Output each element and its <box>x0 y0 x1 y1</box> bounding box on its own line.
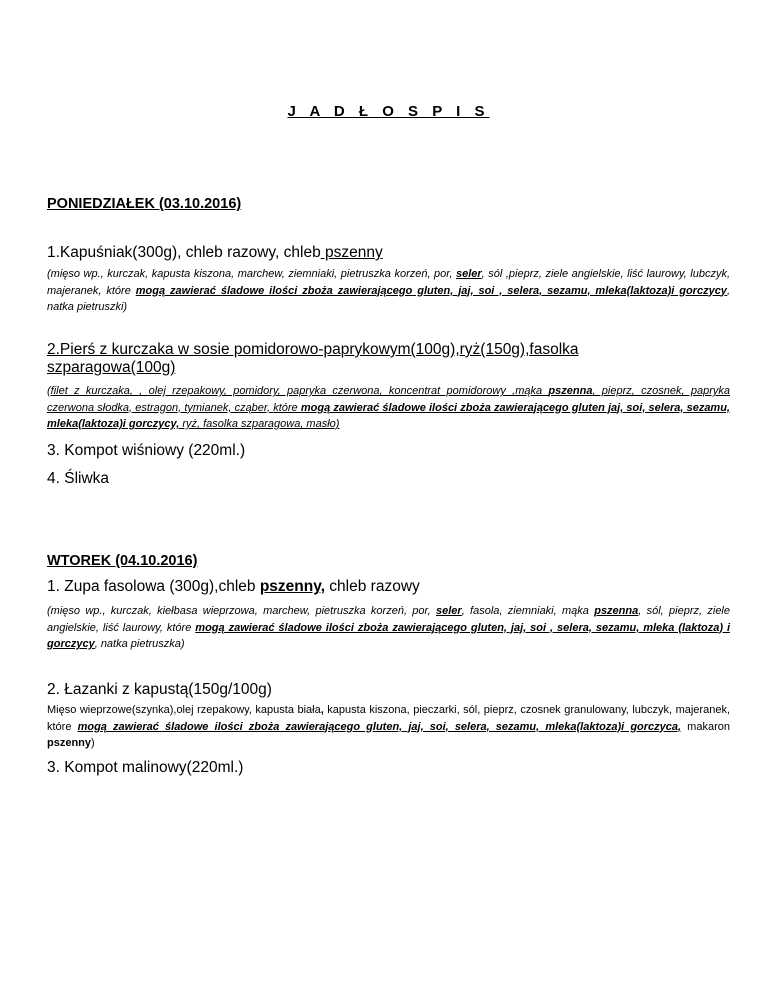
allergen-text: pszenna <box>594 605 639 617</box>
ingredients-text: , natka pietruszki) <box>47 284 730 313</box>
dish-name: 1. Zupa fasolowa (300g),chleb <box>47 578 260 595</box>
ingredients-text: które <box>273 401 301 414</box>
dish-name: chleb razowy <box>325 578 420 595</box>
dish-tuesday-3: 3. Kompot malinowy(220ml.) <box>47 759 244 776</box>
ingredients-text: (mięso wp., kurczak, kapusta kiszona, marchew, ziemniaki, pietruszka korzeń, por, <box>47 268 456 280</box>
dish-name-underlined: pszenny <box>320 244 383 261</box>
ingredients-text: kapusta kiszona, pieczarki, sól, pieprz, czosnek granulowany, lubczyk, majeranek, które <box>47 704 730 733</box>
ingredients-text: makaron <box>681 720 730 733</box>
ingredients-text: , <box>320 704 324 716</box>
allergen-warning: mogą zawierać śladowe ilości zboża zawierającego gluten, jaj, soi , selera, sezamu, mleka(laktoza)i gorczycy <box>135 284 727 297</box>
allergen-warning: mogą zawierać śladowe ilości zboża zawierającego gluten, jaj, soi, selera, sezamu, mleka(laktoza)i gorczyca, <box>77 720 682 733</box>
allergen-text: seler <box>455 268 482 280</box>
ingredients-text: , pieprz, czosnek, papryka czerwona słodka, estragon, tymianek, cząber, <box>47 385 730 414</box>
ingredients-tuesday-1 <box>47 603 730 653</box>
allergen-warning: mogą zawierać śladowe ilości zboża zawierającego gluten, jaj, soi , selera, sezamu, mleka (laktoza) i gorczycy <box>47 621 730 650</box>
ingredients-tuesday-2 <box>47 702 730 752</box>
dish-tuesday-2: 2. Łazanki z kapustą(150g/100g) <box>47 681 272 698</box>
ingredients-monday-2 <box>47 383 730 433</box>
allergen-text: pszenna <box>548 385 593 397</box>
page-title: J A D Ł O S P I S <box>287 103 490 120</box>
ingredients-text: , fasola, ziemniaki, mąka <box>461 605 595 617</box>
ingredients-text: ryż, fasolka szparagowa, masło) <box>179 418 340 430</box>
allergen-text: pszenny <box>47 737 92 749</box>
dish-monday-1 <box>47 244 383 262</box>
ingredients-text: (mięso wp., kurczak, kiełbasa wieprzowa, marchew, pietruszka korzeń, por, <box>47 605 436 617</box>
day-heading-tuesday: WTOREK (04.10.2016) <box>47 553 198 569</box>
dish-monday-4: 4. Śliwka <box>47 470 110 487</box>
dish-name: 1.Kapuśniak(300g), chleb razowy, chleb <box>47 244 321 261</box>
day-heading-monday: PONIEDZIAŁEK (03.10.2016) <box>47 196 242 212</box>
ingredients-text: ) <box>91 737 95 749</box>
dish-monday-3: 3. Kompot wiśniowy (220ml.) <box>47 442 246 459</box>
dish-monday-2: 2.Pierś z kurczaka w sosie pomidorowo-paprykowym(100g),ryż(150g),fasolka szparagowa(100g) <box>47 341 579 376</box>
ingredients-text: , sól, pieprz, ziele angielskie, liść laurowy, które <box>47 605 730 634</box>
dish-tuesday-1 <box>47 578 420 596</box>
ingredients-text: Mięso wieprzowe(szynka),olej rzepakowy, kapusta biała <box>47 704 321 716</box>
ingredients-monday-1 <box>47 266 730 316</box>
ingredients-text: , natka pietruszka) <box>94 638 185 650</box>
ingredients-text: (filet z kurczaka, , olej rzepakowy, pomidory, papryka czerwona, koncentrat pomidorowy ,mąka <box>47 385 549 397</box>
ingredients-text: , sól ,pieprz, ziele angielskie, liść laurowy, lubczyk, majeranek, które <box>47 268 730 297</box>
dish-name-underlined: pszenny, <box>259 578 325 595</box>
allergen-warning: mogą zawierać śladowe ilości zboża zawierającego gluten jaj, soi, selera, sezamu, mleka(laktoza)i gorczycy, <box>47 401 730 430</box>
allergen-text: seler <box>435 605 462 617</box>
